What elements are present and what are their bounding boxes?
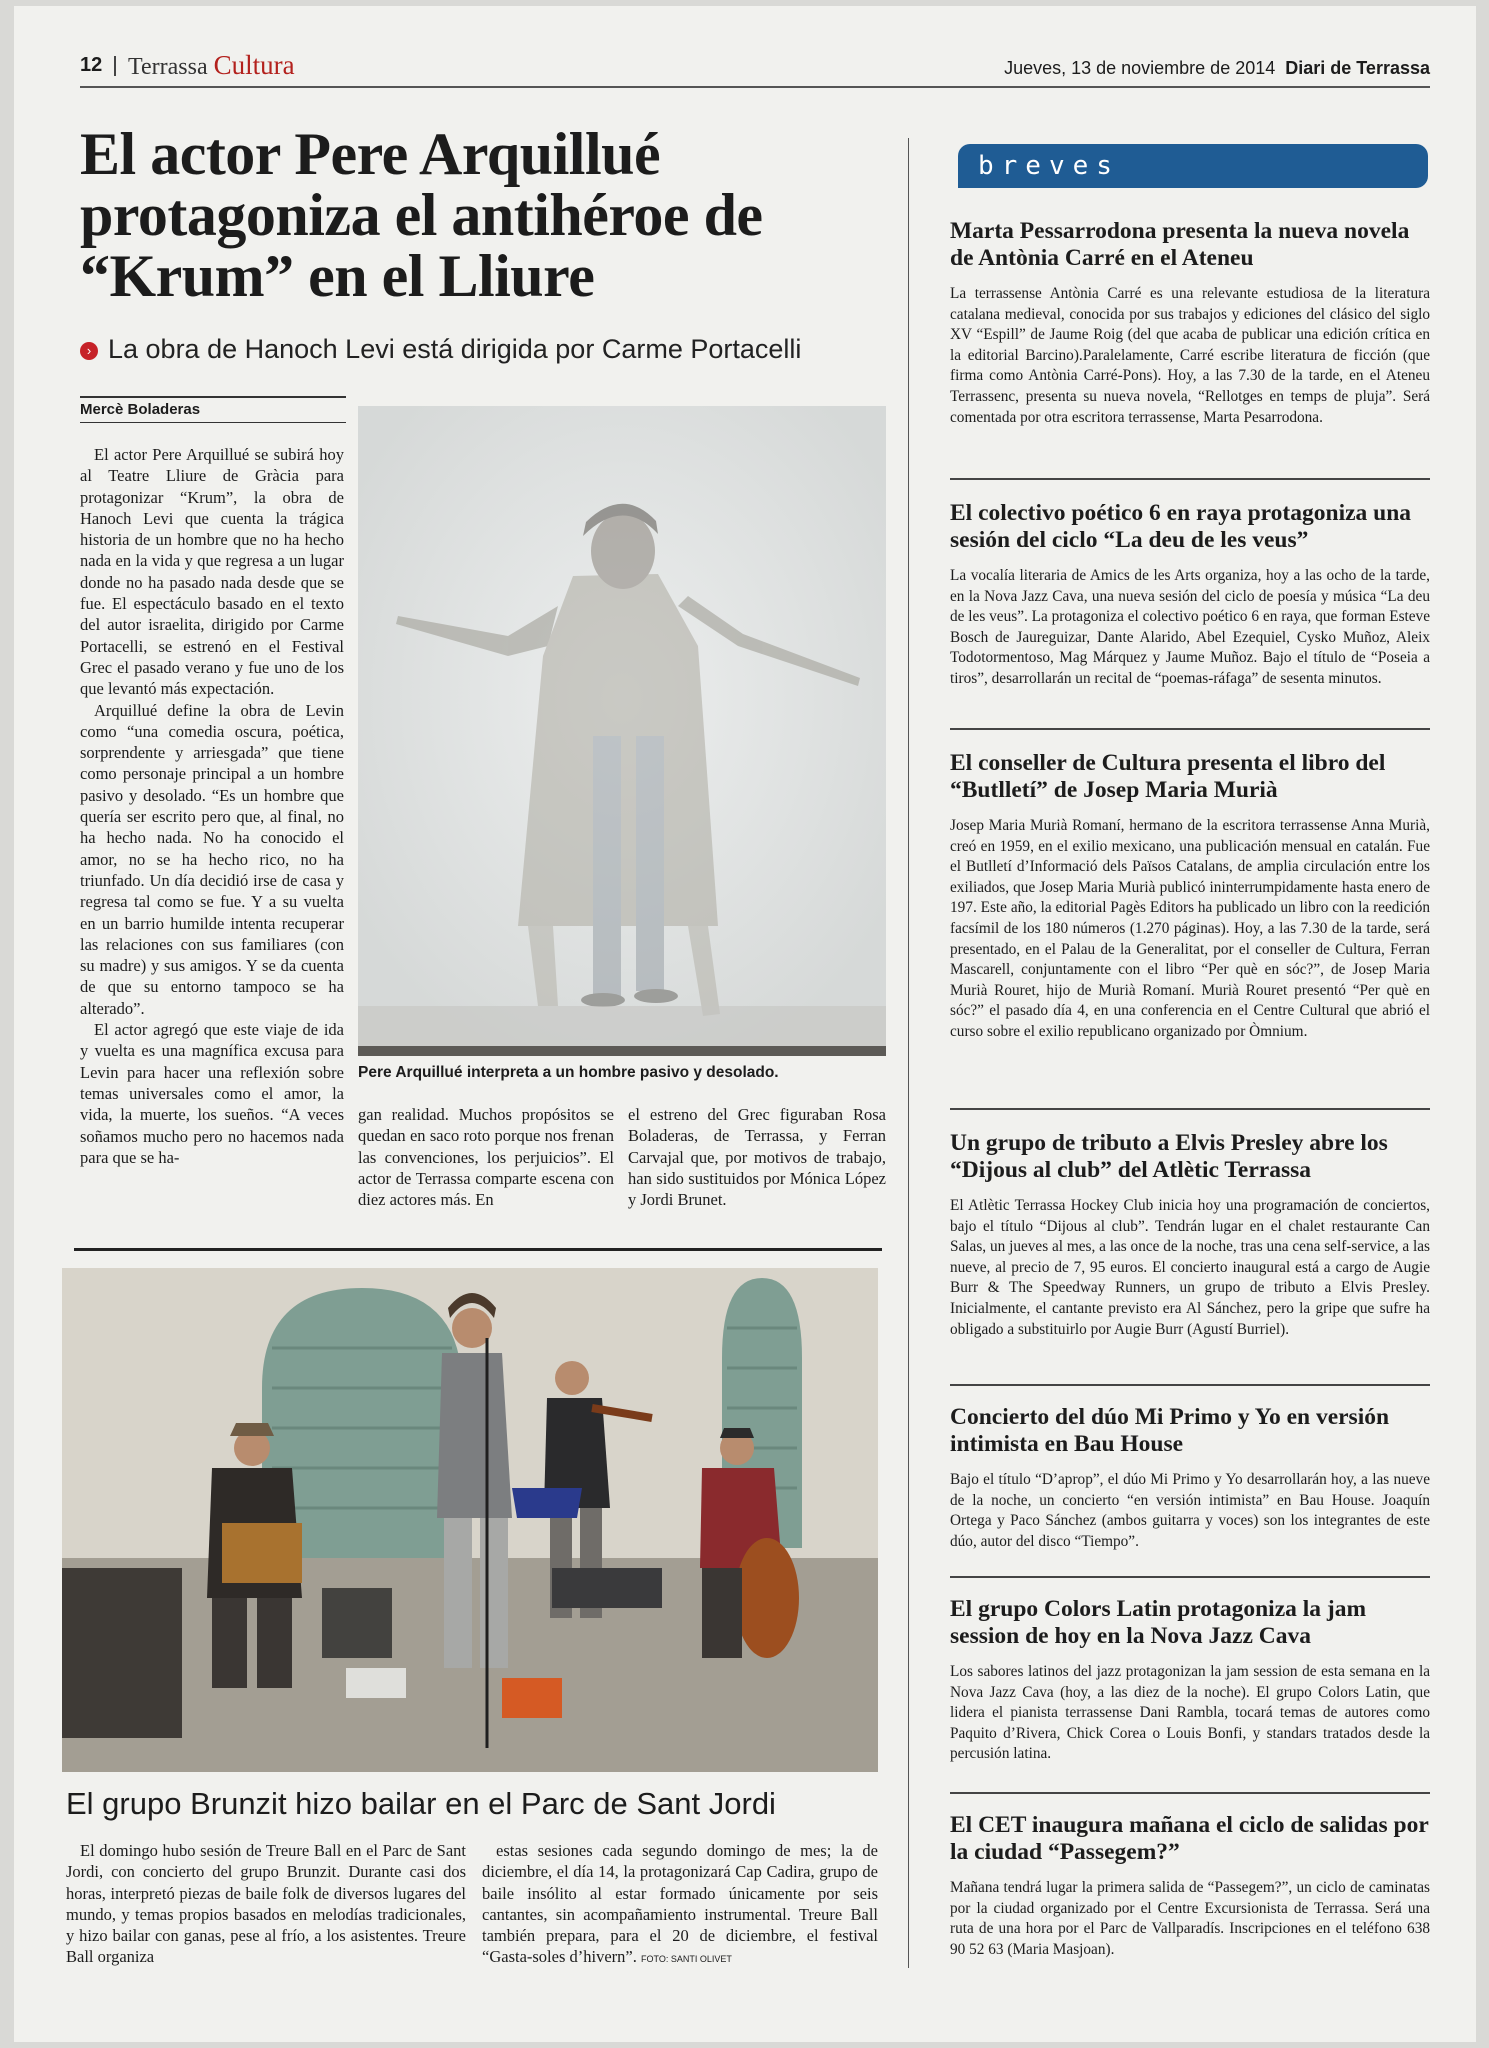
section-name: Cultura [213, 50, 295, 80]
brief-text: Josep Maria Murià Romaní, hermano de la escritora terrassense Anna Murià, creó en 1959, en el exilio mexicano, una publicación mensual en catalán. Fue el Butlletí d’Informació dels Països Catalans, de amplia circulación entre los exiliados, que Josep Maria Murià publicó ininterrumpidamente hasta enero de 197. Este año, la editorial Pagès Editors ha publicado un libro con la reedición facsímil de los 180 números (1.270 páginas). Hoy, a las 7.30 de la tarde, será presentado, en el Palau de la Generalitat, por el conseller de Cultura, Ferran Mascarell, conjuntamente con el libro “Per què en sóc?”, de Josep Maria Murià Rouret, hijo de Murià Romaní. Murià Rouret presentó “Per què en sóc?” el pasado día 4, en una conferencia en el Centre Cultural que abrió el curso sobre el exilio republicano organizado por Òmnium. [950, 817, 1430, 1040]
brief-item [950, 500, 1430, 690]
page-number: 12 [80, 54, 103, 76]
column-rule [908, 138, 909, 1968]
main-article-column-1 [80, 444, 344, 1168]
brief-divider [950, 1576, 1430, 1578]
article-paragraph: Arquillué define la obra de Levin como “una comedia oscura, poética, sorprendente y arriesgada” que tiene como personaje principal a un hombre pasivo y desolado. “Es un hombre que quería ser escrito pero que, al final, no ha hecho nada. No ha conocido el amor, no se ha hecho rico, no ha triunfado. Un día decidió irse de casa y regresa tal como se fue. Y a su vuelta en un barrio humilde intenta recuperar las relaciones con sus familiares (con su madre) y sus amigos. Y se da cuenta de que su entorno tampoco se ha alterado”. [80, 700, 344, 1018]
breves-section-tab: breves [958, 144, 1428, 188]
concert-article-column-2 [482, 1840, 878, 1968]
page-header [80, 50, 1430, 88]
brief-item [950, 1130, 1430, 1340]
main-headline: El actor Pere Arquillué protagoniza el antihéroe de “Krum” en el Lliure [80, 121, 763, 309]
brief-title: Un grupo de tributo a Elvis Presley abre los “Dijous al club” del Atlètic Terrassa [950, 1130, 1388, 1183]
brief-item [950, 1812, 1430, 1960]
photo-caption: Pere Arquillué interpreta a un hombre pasivo y desolado. [358, 1064, 779, 1081]
brief-title: El conseller de Cultura presenta el libro del “Butlletí” de Josep Maria Murià [950, 750, 1386, 803]
concert-article-column-1 [66, 1840, 466, 1968]
brief-text: La terrassense Antònia Carré es una relevante estudiosa de la literatura catalana medieval, conocida por sus trabajos y ediciones del clásico del siglo XV “Espill” de Jaume Roig (del que acaba de publicar una edición crítica en la editorial Barcino).Paralelamente, Carré escribe literatura de ficción (que firma como Antònia Carré-Pons). Hoy, a las 7.30 de la tarde, en el Ateneu Terrassenc, presenta su nueva novela, “Rellotges en temps de pluja”. Será comentada por otra escritora terrassense, Marta Pesarrodona. [950, 285, 1430, 426]
brief-text: La vocalía literaria de Amics de les Arts organiza, hoy a las ocho de la tarde, en la Nova Jazz Cava, una nueva sesión del ciclo de poesía y música “La deu de les veus”. La protagoniza el colectivo poético 6 en raya, que forman Esteve Bosch de Jaureguizar, Dante Alarido, Abel Ezequiel, Cysko Muñoz, Aleix Todotormentoso, Mag Márquez y Jaume Muñoz. Bajo el título de “Poseia a tiros”, desarrollarán un recital de “poemas-ráfaga” de sesenta minutos. [950, 567, 1430, 687]
paper-name: Diari de Terrassa [1285, 58, 1430, 78]
brief-title: El CET inaugura mañana el ciclo de salidas por la ciudad “Passegem?” [950, 1812, 1429, 1865]
brief-divider [950, 478, 1430, 480]
concert-photo [62, 1268, 878, 1772]
actor-figure-illustration [358, 406, 886, 1056]
brief-title: Marta Pessarrodona presenta la nueva novela de Antònia Carré en el Ateneu [950, 218, 1410, 271]
brief-text: El Atlètic Terrassa Hockey Club inicia hoy una programación de conciertos, bajo el título “Dijous al club”. Tendrán lugar en el chalet restaurante Can Salas, un jueves al mes, a las once de la noche, tras una cena self-service, a las nueve, al precio de 7, 95 euros. El concierto inaugural está a cargo de Augie Burr & The Speedway Runners, un grupo de tributo a Elvis Presley. Inicialmente, el cantante previsto era Al Sánchez, pero la gripe que sufre ha obligado a substituirlo por Augie Burr (Agustí Burriel). [950, 1197, 1430, 1338]
brief-divider [950, 1792, 1430, 1794]
brief-item [950, 750, 1430, 1043]
article-paragraph: El domingo hubo sesión de Treure Ball en el Parc de Sant Jordi, con concierto del grupo Brunzit. Durante casi dos horas, interpretó piezas de baile folk de diversos lugares del mundo, y temas propios basados en melodías tradicionales, y hizo bailar con ganas, pese al frío, a los asistentes. Treure Ball organiza [66, 1841, 466, 1967]
brief-title: El grupo Colors Latin protagoniza la jam session de hoy en la Nova Jazz Cava [950, 1596, 1367, 1649]
brief-item [950, 1404, 1430, 1552]
brief-item [950, 218, 1430, 428]
brief-title: Concierto del dúo Mi Primo y Yo en versión intimista en Bau House [950, 1404, 1390, 1457]
brief-item [950, 1596, 1430, 1765]
section-city: Terrassa [128, 54, 208, 80]
concert-headline: El grupo Brunzit hizo bailar en el Parc de Sant Jordi [66, 1786, 776, 1821]
article-text: estas sesiones cada segundo domingo de mes; la de diciembre, el día 14, la protagonizará Cap Cadira, grupo de baile insólito al estar formado únicamente por seis cantantes, sin acompañamiento instrumental. Treure Ball también prepara, para el 20 de diciembre, el festival “Gasta-soles d’hivern”. [482, 1841, 878, 1967]
subheadline-text: La obra de Hanoch Levi está dirigida por Carme Portacelli [108, 334, 802, 364]
brief-text: Los sabores latinos del jazz protagonizan la jam session de esta semana en la Nova Jazz Cava (hoy, a las diez de la noche). El grupo Colors Latin, que lidera el pianista terrassense Dani Rambla, tocará temas de autores como Paquito d’Rivera, Chick Corea o Louis Bonfi, y standars tratados desde la percusión latina. [950, 1663, 1430, 1763]
brief-divider [950, 728, 1430, 730]
brief-text: Bajo el título “D’aprop”, el dúo Mi Primo y Yo desarrollarán hoy, a las nueve de la noche, un concierto “en versión intimista” en Bau House. Joaquín Ortega y Paco Sánchez (ambos guitarra y voces) son los integrantes de este dúo, autor del disco “Tiempo”. [950, 1471, 1430, 1550]
concert-illustration [62, 1268, 878, 1772]
photo-credit: FOTO: SANTI OLIVET [640, 1954, 732, 1965]
article-paragraph: el estreno del Grec figuraban Rosa Boladeras, de Terrassa, y Ferran Carvajal que, por motivos de trabajo, han sido sustituidos por Mónica López y Jordi Brunet. [628, 1105, 886, 1210]
brief-title: El colectivo poético 6 en raya protagoniza una sesión del ciclo “La deu de les veus” [950, 500, 1412, 553]
article-paragraph [482, 1840, 878, 1968]
header-divider [114, 56, 116, 76]
main-subheadline [80, 334, 801, 365]
section-divider [74, 1248, 882, 1251]
article-paragraph: El actor agregó que este viaje de ida y vuelta es una magnífica excusa para Levin para hacer una reflexión sobre temas universales como el amor, la vida, la muerte, los sueños. “A veces soñamos mucho pero no hacemos nada para que se ha- [80, 1020, 344, 1167]
newspaper-page [14, 6, 1476, 2042]
brief-text: Mañana tendrá lugar la primera salida de “Passegem?”, un ciclo de caminatas por la ciudad organizado por el Centre Excursionista de Terrassa. Será una ruta de una hora por el Parc de Vallparadís. Inscripciones en el teléfono 638 90 52 63 (Maria Masjoan). [950, 1879, 1430, 1958]
main-article-column-3 [628, 1104, 886, 1210]
author-byline: Mercè Boladeras [80, 396, 346, 423]
article-paragraph: El actor Pere Arquillué se subirá hoy al Teatre Lliure de Gràcia para protagonizar “Krum”, la obra de Hanoch Levi que cuenta la trágica historia de un hombre que no ha hecho nada en la vida y que regresa a un lugar donde no ha pasado nada desde que se fue. El espectáculo basado en el texto del autor israelita, dirigido por Carme Portacelli, se estrenó en el Festival Grec el pasado verano y fue uno de los que levantó más expectación. [80, 445, 344, 699]
issue-date: Jueves, 13 de noviembre de 2014 [1004, 58, 1276, 78]
brief-divider [950, 1384, 1430, 1386]
section-title [128, 50, 295, 81]
main-article-column-2 [358, 1104, 614, 1210]
article-paragraph: gan realidad. Muchos propósitos se quedan en saco roto porque nos frenan las convenciones, los perjuicios”. El actor de Terrassa comparte escena con diez actores más. En [358, 1105, 614, 1210]
brief-divider [950, 1108, 1430, 1110]
arrow-bullet-icon: › [80, 342, 98, 360]
actor-photo [358, 406, 886, 1056]
header-date-line [1004, 58, 1430, 79]
